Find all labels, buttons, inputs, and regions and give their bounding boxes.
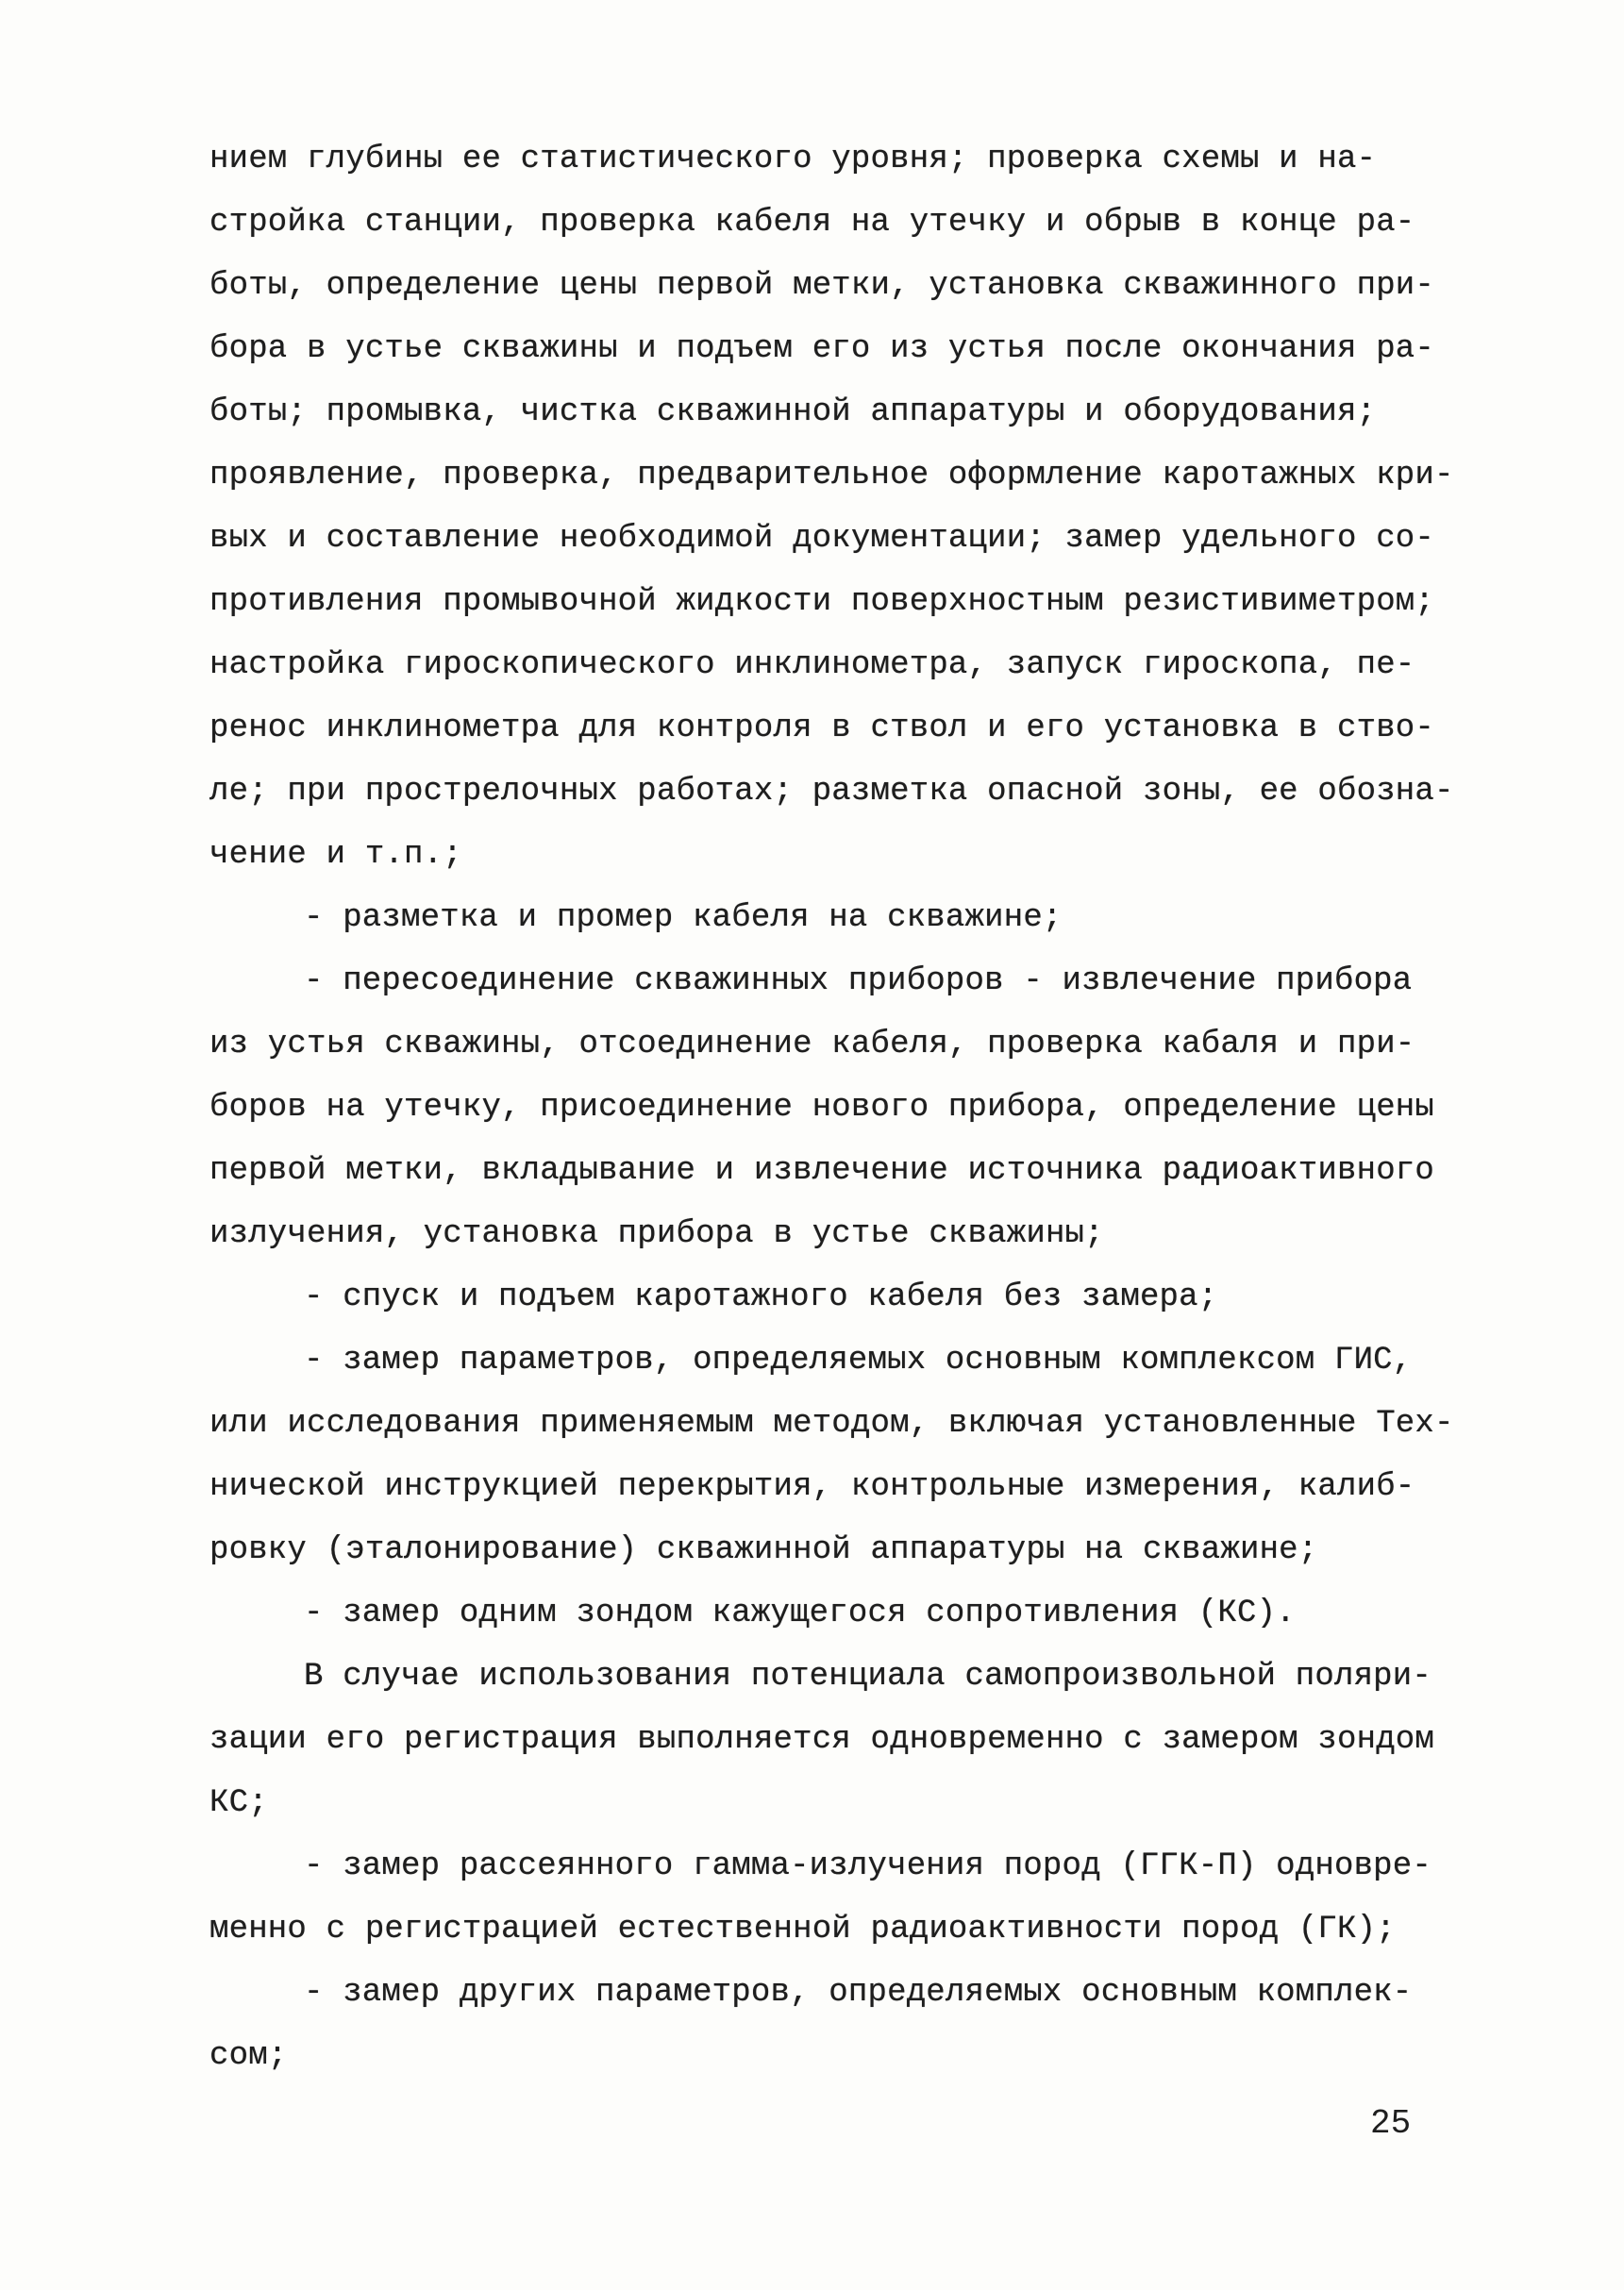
body-text	[209, 128, 1454, 2088]
text-line: боты, определение цены первой метки, установка скважинного при-	[209, 268, 1435, 304]
page-number: 25	[1370, 2104, 1412, 2143]
text-line: боты; промывка, чистка скважинной аппаратуры и оборудования;	[209, 394, 1377, 430]
text-line: сом;	[209, 2038, 288, 2074]
text-line: стройка станции, проверка кабеля на утечку и обрыв в конце ра-	[209, 205, 1415, 241]
text-line: чение и т.п.;	[209, 837, 462, 873]
text-line: из устья скважины, отсоединение кабеля, проверка кабаля и при-	[209, 1027, 1415, 1062]
text-line: боров на утечку, присоединение нового прибора, определение цены	[209, 1090, 1435, 1126]
text-line: нической инструкцией перекрытия, контрольные измерения, калиб-	[209, 1469, 1415, 1505]
text-line: нием глубины ее статистического уровня; проверка схемы и на-	[209, 142, 1377, 177]
list-item-line: - замер рассеянного гамма-излучения пород (ГГК-П) одновре-	[304, 1848, 1431, 1884]
paragraph-start-line: В случае использования потенциала самопроизвольной поляри-	[304, 1659, 1431, 1695]
list-item-line: - замер параметров, определяемых основным комплексом ГИС,	[304, 1343, 1413, 1379]
text-line: менно с регистрацией естественной радиоактивности пород (ГК);	[209, 1912, 1396, 1947]
text-line: первой метки, вкладывание и извлечение источника радиоактивного	[209, 1153, 1435, 1189]
text-line: или исследования применяемым методом, включая установленные Тех-	[209, 1406, 1454, 1442]
text-line: вых и составление необходимой документации; замер удельного со-	[209, 521, 1435, 557]
list-item-line: - замер других параметров, определяемых основным комплек-	[304, 1975, 1413, 2011]
text-line: КС;	[209, 1785, 268, 1821]
text-line: ровку (эталонирование) скважинной аппаратуры на скважине;	[209, 1532, 1318, 1568]
text-line: зации его регистрация выполняется одновременно с замером зондом	[209, 1722, 1435, 1758]
list-item-line: - спуск и подъем каротажного кабеля без замера;	[304, 1279, 1218, 1315]
text-line: проявление, проверка, предварительное оформление каротажных кри-	[209, 458, 1454, 493]
text-line: противления промывочной жидкости поверхностным резистивиметром;	[209, 584, 1435, 620]
text-line: бора в устье скважины и подъем его из устья после окончания ра-	[209, 331, 1435, 367]
text-line: ренос инклинометра для контроля в ствол и его установка в ство-	[209, 710, 1435, 746]
list-item-line: - пересоединение скважинных приборов - извлечение прибора	[304, 963, 1413, 999]
list-item-line: - разметка и промер кабеля на скважине;	[304, 900, 1063, 936]
text-line: настройка гироскопического инклинометра, запуск гироскопа, пе-	[209, 647, 1415, 683]
text-line: ле; при прострелочных работах; разметка опасной зоны, ее обозна-	[209, 774, 1454, 810]
list-item-line: - замер одним зондом кажущегося сопротивления (КС).	[304, 1596, 1296, 1631]
text-line: излучения, установка прибора в устье скважины;	[209, 1216, 1104, 1252]
